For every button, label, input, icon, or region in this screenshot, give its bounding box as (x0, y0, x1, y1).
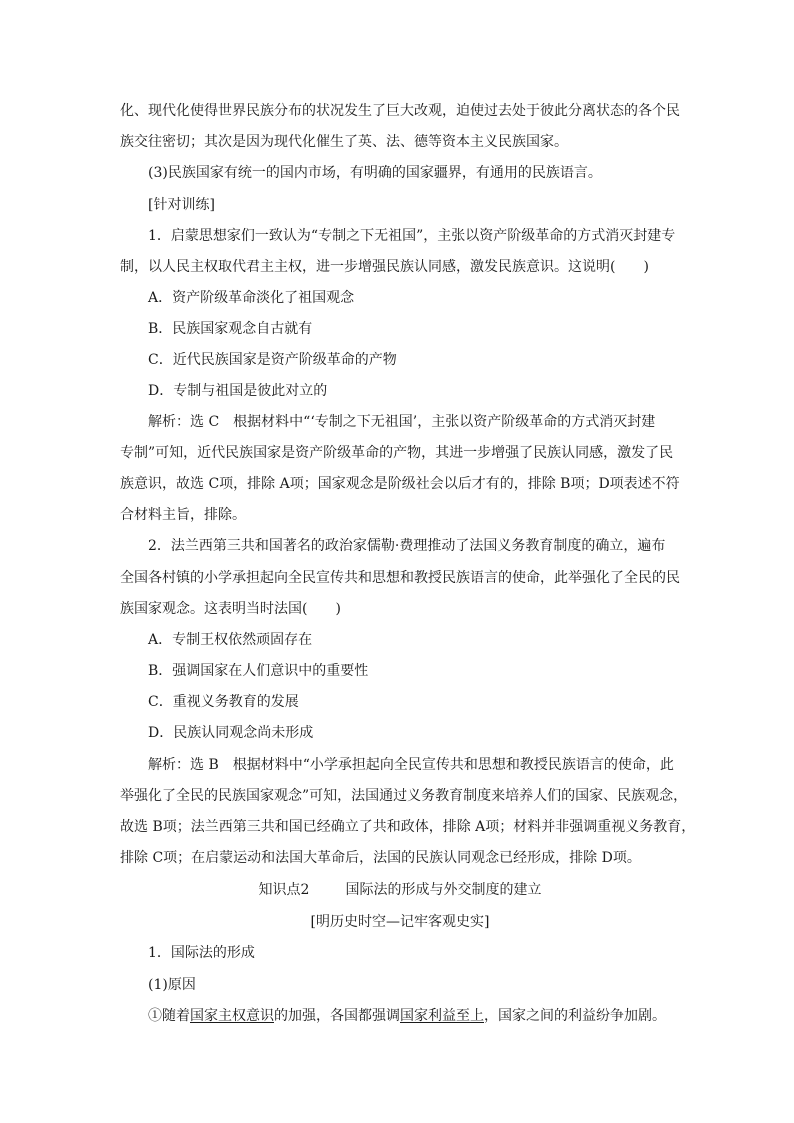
question-1-option-b: B．民族国家观念自古就有 (148, 321, 313, 337)
text-run: ，国家之间的利益纷争加剧。 (484, 1008, 666, 1024)
question-2-stem: 2．法兰西第三共和国著名的政治家儒勒·费理推动了法国义务教育制度的确立，遍布 (148, 538, 666, 554)
section-label: [针对训练] (148, 197, 215, 213)
question-1-option-c: C．近代民族国家是资产阶级革命的产物 (148, 352, 397, 368)
question-1-option-d: D．专制与祖国是彼此对立的 (148, 383, 328, 399)
text-run: 的加强，各国都强调 (274, 1008, 400, 1024)
paragraph-line: (3)民族国家有统一的国内市场，有明确的国家疆界，有通用的民族语言。 (148, 165, 602, 181)
paragraph-line: 化、现代化使得世界民族分布的状况发生了巨大改观，迫使过去处于彼此分离状态的各个民 (120, 103, 680, 119)
question-2-analysis: 故选 B项；法兰西第三共和国已经确立了共和政体，排除 A项；材料并非强调重视义务教育， (120, 819, 696, 835)
question-2-analysis: 解析：选 B 根据材料中“小学承担起向全民宣传共和思想和教授民族语言的使命，此 (148, 757, 674, 773)
underlined-term: 国家主权意识 (190, 1008, 274, 1024)
section-heading: 1．国际法的形成 (148, 945, 255, 961)
question-1-analysis: 族意识，故选 C项，排除 A项；国家观念是阶级社会以后才有的，排除 B项；D项表述不符 (120, 476, 680, 492)
question-1-analysis: 解析：选 C 根据材料中“‘专制之下无祖国’，主张以资产阶级革命的方式消灭封建 (148, 414, 656, 430)
knowledge-point-title: 国际法的形成与外交制度的建立 (345, 882, 542, 898)
question-2-stem: 族国家观念。这表明当时法国( ) (120, 601, 341, 617)
underlined-term: 国家利益至上 (400, 1008, 484, 1024)
question-1-option-a: A．资产阶级革命淡化了祖国观念 (148, 290, 355, 306)
question-1-stem: 制，以人民主权取代君主主权，进一步增强民族认同感，激发民族意识。这说明( ) (120, 259, 649, 275)
question-2-option-c: C．重视义务教育的发展 (148, 694, 299, 710)
text-run: ①随着 (148, 1008, 190, 1024)
question-2-analysis: 排除 C项；在启蒙运动和法国大革命后，法国的民族认同观念已经形成，排除 D项。 (120, 850, 641, 866)
question-2-option-a: A．专制王权依然顽固存在 (148, 632, 313, 648)
question-2-stem: 全国各村镇的小学承担起向全民宣传共和思想和教授民族语言的使命，此举强化了全民的民 (120, 570, 680, 586)
question-2-analysis: 举强化了全民的民族国家观念”可知，法国通过义务教育制度来培养人们的国家、民族观念， (120, 788, 688, 804)
paragraph-line: 族交往密切；其次是因为现代化催生了英、法、德等资本主义民族国家。 (120, 134, 568, 150)
knowledge-point-label: 知识点2 (258, 882, 310, 898)
question-2-option-b: B．强调国家在人们意识中的重要性 (148, 663, 369, 679)
question-1-analysis: 专制”可知，近代民族国家是资产阶级革命的产物，其进一步增强了民族认同感，激发了民 (120, 445, 674, 461)
question-1-analysis: 合材料主旨，排除。 (120, 507, 246, 523)
knowledge-point-subheading: [明历史时空—记牢客观史实] (310, 914, 490, 930)
subsection-heading: (1)原因 (148, 977, 196, 993)
question-2-option-d: D．民族认同观念尚未形成 (148, 725, 314, 741)
question-1-stem: 1．启蒙思想家们一致认为“专制之下无祖国”，主张以资产阶级革命的方式消灭封建专 (148, 228, 676, 244)
paragraph-line (148, 1006, 680, 1026)
knowledge-point-heading (120, 880, 680, 900)
